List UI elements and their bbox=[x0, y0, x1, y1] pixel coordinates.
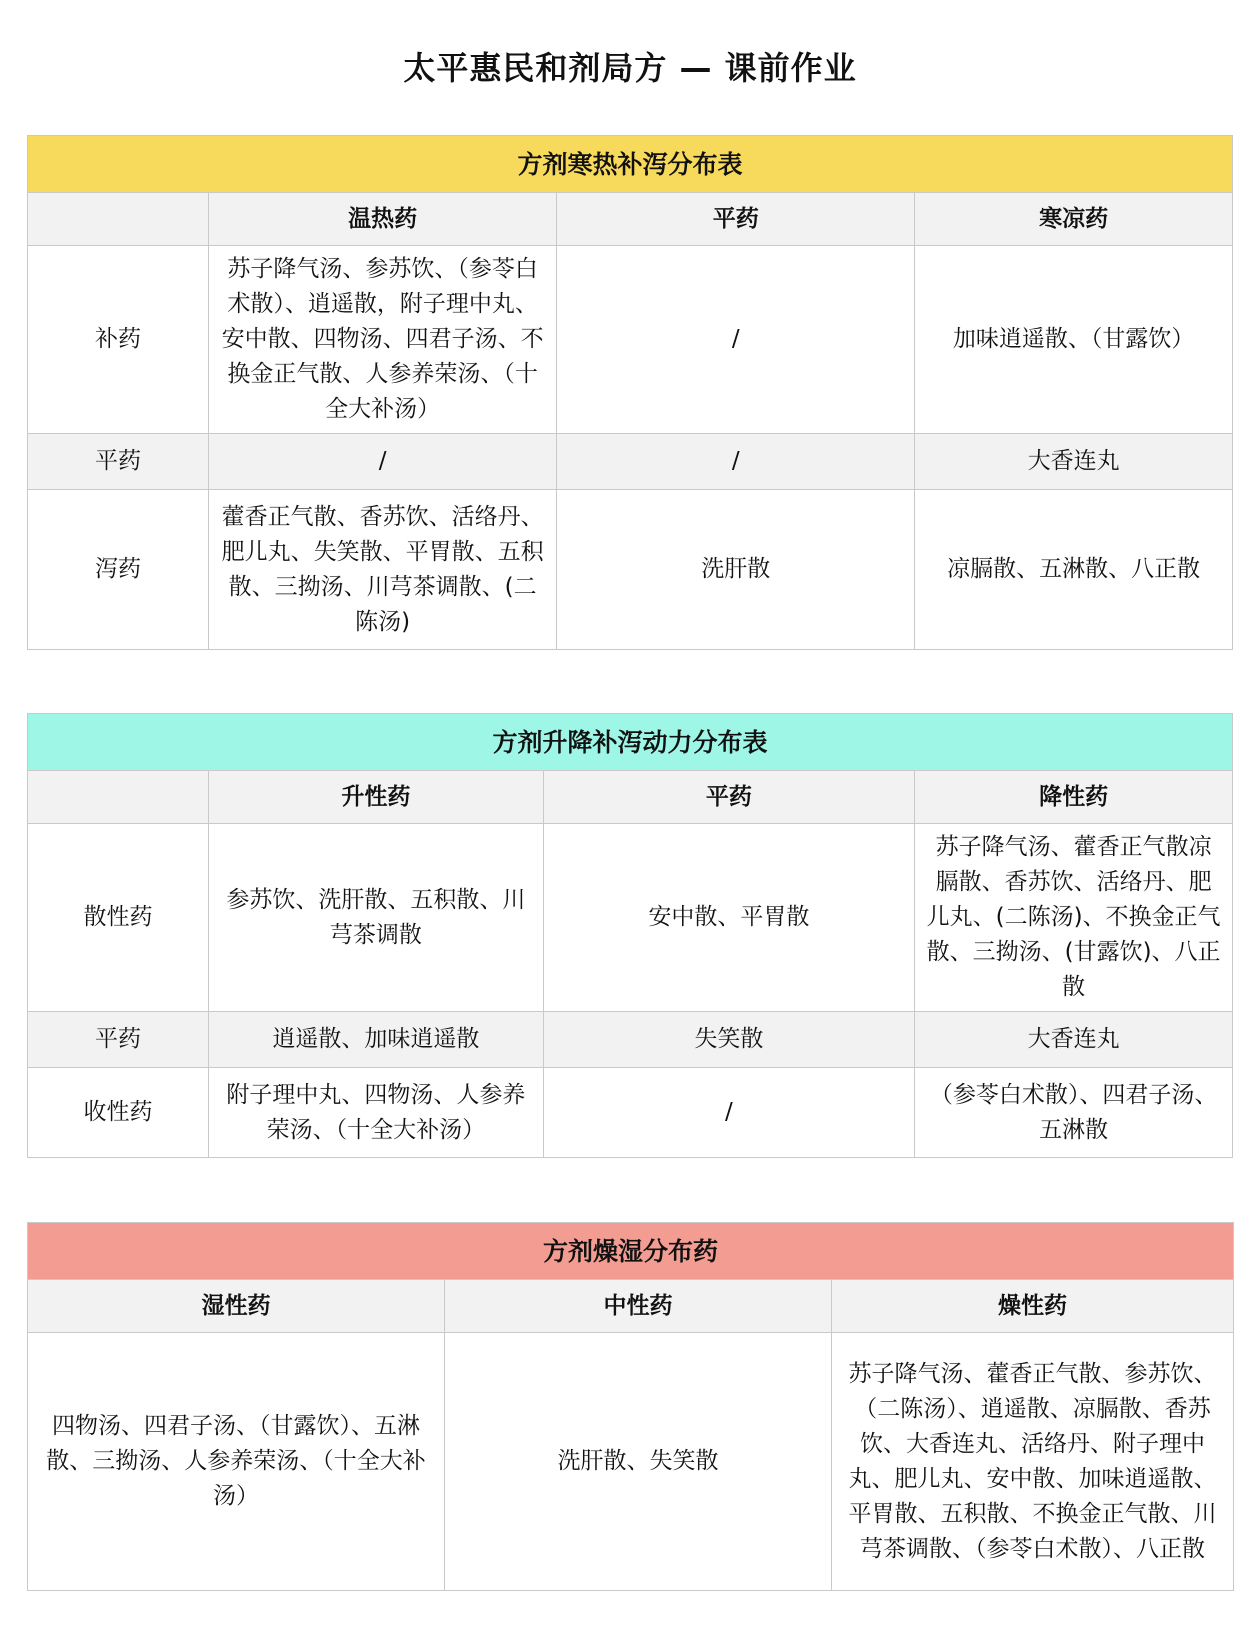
row-header: 散性药 bbox=[28, 824, 209, 1012]
table-cell: 安中散、平胃散 bbox=[543, 824, 914, 1012]
row-header: 平药 bbox=[28, 1012, 209, 1068]
column-header: 燥性药 bbox=[832, 1280, 1234, 1333]
table-cell: 大香连丸 bbox=[915, 1012, 1233, 1068]
table-cell: 逍遥散、加味逍遥散 bbox=[209, 1012, 544, 1068]
row-header: 平药 bbox=[28, 434, 209, 490]
table-cell: （参苓白术散）、四君子汤、五淋散 bbox=[915, 1068, 1233, 1158]
ascend-descend-table bbox=[27, 713, 1233, 1158]
table-cell: 凉膈散、五淋散、八正散 bbox=[915, 490, 1233, 650]
table-cell: 苏子降气汤、藿香正气散、参苏饮、（二陈汤）、逍遥散、凉膈散、香苏饮、大香连丸、活络丹、附子理中丸、肥儿丸、安中散、加味逍遥散、平胃散、五积散、不换金正气散、川芎茶调散、（参苓白术散）、八正散 bbox=[832, 1333, 1234, 1591]
column-header: 中性药 bbox=[445, 1280, 832, 1333]
table-row bbox=[28, 1068, 1233, 1158]
column-header: 降性药 bbox=[915, 771, 1233, 824]
column-header: 升性药 bbox=[209, 771, 544, 824]
table-cell: 大香连丸 bbox=[915, 434, 1233, 490]
row-header: 收性药 bbox=[28, 1068, 209, 1158]
table-title: 方剂寒热补泻分布表 bbox=[28, 136, 1233, 193]
dry-damp-table bbox=[27, 1222, 1234, 1591]
table-cell: 参苏饮、洗肝散、五积散、川芎茶调散 bbox=[209, 824, 544, 1012]
table-cell: 四物汤、四君子汤、（甘露饮）、五淋散、三拗汤、人参养荣汤、（十全大补汤） bbox=[28, 1333, 445, 1591]
column-header-corner bbox=[28, 771, 209, 824]
table-cell: / bbox=[209, 434, 557, 490]
table-cell: 洗肝散 bbox=[557, 490, 915, 650]
page-title: 太平惠民和剂局方 — 课前作业 bbox=[403, 49, 857, 87]
cold-hot-table bbox=[27, 135, 1233, 650]
row-header: 泻药 bbox=[28, 490, 209, 650]
table-cell: / bbox=[557, 434, 915, 490]
table-row bbox=[28, 1012, 1233, 1068]
table-row bbox=[28, 246, 1233, 434]
column-header: 寒凉药 bbox=[915, 193, 1233, 246]
column-header: 平药 bbox=[557, 193, 915, 246]
column-header: 湿性药 bbox=[28, 1280, 445, 1333]
table-row bbox=[28, 1333, 1234, 1591]
column-header-corner bbox=[28, 193, 209, 246]
table-row bbox=[28, 824, 1233, 1012]
table-row bbox=[28, 434, 1233, 490]
table-cell: 失笑散 bbox=[543, 1012, 914, 1068]
table-cell: 苏子降气汤、藿香正气散凉膈散、香苏饮、活络丹、肥儿丸、(二陈汤)、不换金正气散、三拗汤、(甘露饮)、八正散 bbox=[915, 824, 1233, 1012]
row-header: 补药 bbox=[28, 246, 209, 434]
table-cell: 加味逍遥散、（甘露饮） bbox=[915, 246, 1233, 434]
table-cell: / bbox=[543, 1068, 914, 1158]
table-cell: / bbox=[557, 246, 915, 434]
table-title: 方剂升降补泻动力分布表 bbox=[28, 714, 1233, 771]
table-title: 方剂燥湿分布药 bbox=[28, 1223, 1234, 1280]
column-header: 温热药 bbox=[209, 193, 557, 246]
table-cell: 苏子降气汤、参苏饮、（参苓白术散）、逍遥散，附子理中丸、安中散、四物汤、四君子汤、不换金正气散、人参养荣汤、（十全大补汤） bbox=[209, 246, 557, 434]
table-cell: 洗肝散、失笑散 bbox=[445, 1333, 832, 1591]
table-row bbox=[28, 490, 1233, 650]
table-cell: 藿香正气散、香苏饮、活络丹、肥儿丸、失笑散、平胃散、五积散、三拗汤、川芎茶调散、(二陈汤) bbox=[209, 490, 557, 650]
column-header: 平药 bbox=[543, 771, 914, 824]
table-cell: 附子理中丸、四物汤、人参养荣汤、（十全大补汤） bbox=[209, 1068, 544, 1158]
